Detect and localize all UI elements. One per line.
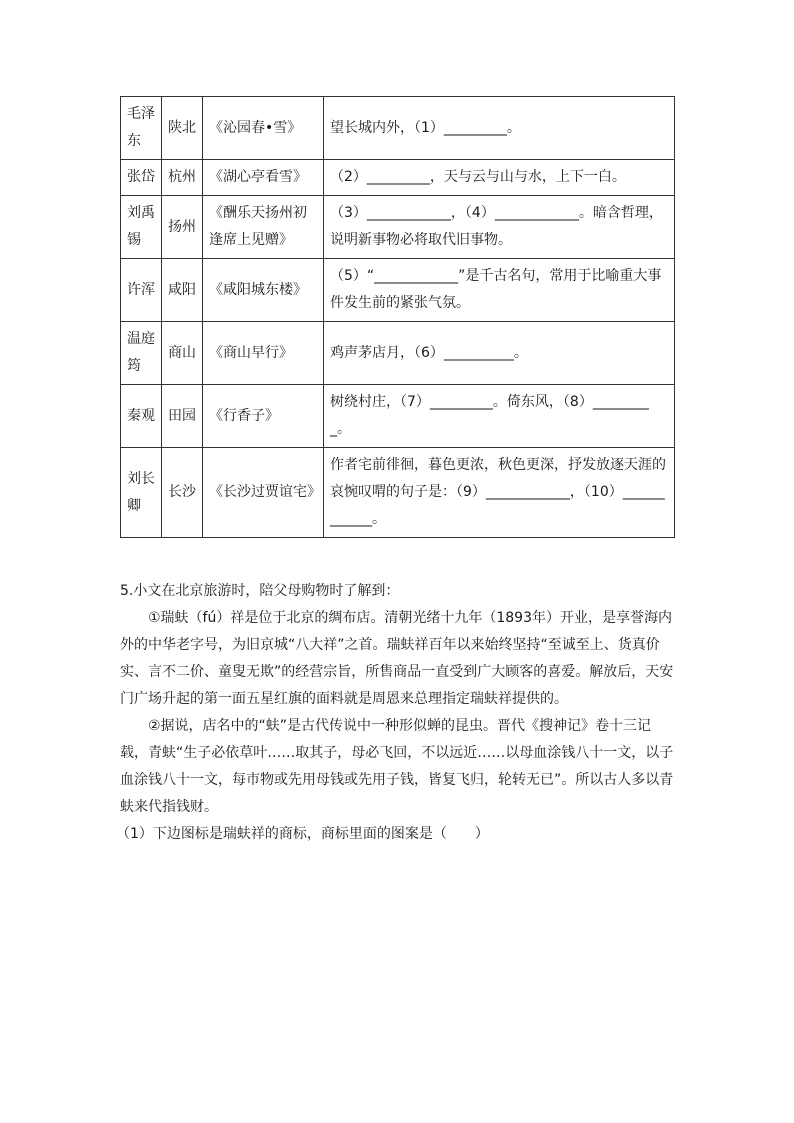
table-row (121, 322, 675, 385)
blank-cell: （3）____________，（4）____________。暗含哲理，说明新事物必将取代旧事物。 (324, 196, 675, 259)
poem-table (120, 96, 675, 538)
place-cell: 杭州 (162, 160, 203, 196)
author-cell: 刘禹锡 (121, 196, 162, 259)
table-row (121, 97, 675, 160)
author-cell: 秦观 (121, 385, 162, 448)
blank-cell: （2）_________，天与云与山与水，上下一白。 (324, 160, 675, 196)
author-cell: 刘长卿 (121, 448, 162, 538)
table-row (121, 448, 675, 538)
title-cell: 《商山早行》 (203, 322, 324, 385)
blank-cell: 树绕村庄，（7）_________。倚东风，（8）_________。 (324, 385, 675, 448)
place-cell: 扬州 (162, 196, 203, 259)
table-row (121, 160, 675, 196)
place-cell: 咸阳 (162, 259, 203, 322)
blank-cell: （5）“____________”是千古名句，常用于比喻重大事件发生前的紧张气氛。 (324, 259, 675, 322)
question-intro: 5.小文在北京旅游时，陪父母购物时了解到： (120, 583, 400, 599)
title-cell: 《湖心亭看雪》 (203, 160, 324, 196)
title-cell: 《长沙过贾谊宅》 (203, 448, 324, 538)
place-cell: 商山 (162, 322, 203, 385)
table-row (121, 385, 675, 448)
blank-cell: 望长城内外，（1）_________。 (324, 97, 675, 160)
blank-cell: 作者宅前徘徊，暮色更浓，秋色更深，抒发放逐天涯的哀惋叹喟的句子是：（9）____________，（10）____________。 (324, 448, 675, 538)
title-cell: 《咸阳城东楼》 (203, 259, 324, 322)
title-cell: 《沁园春•雪》 (203, 97, 324, 160)
place-cell: 长沙 (162, 448, 203, 538)
author-cell: 许浑 (121, 259, 162, 322)
question-5 (116, 578, 676, 848)
table-row (121, 196, 675, 259)
paragraph-1: ①瑞蚨（fú）祥是位于北京的绸布店。清朝光绪十九年（1893年）开业，是享誉海内外的中华老字号，为旧京城“八大祥”之首。瑞蚨祥百年以来始终坚持“至诚至上、货真价实、言不二价、童叟无欺”的经营宗旨，所售商品一直受到广大顾客的喜爱。解放后，天安门广场升起的第一面五星红旗的面料就是周恩来总理指定瑞蚨祥提供的。 (120, 610, 674, 707)
table-row (121, 259, 675, 322)
title-cell: 《酬乐天扬州初逢席上见赠》 (203, 196, 324, 259)
paragraph-2: ②据说，店名中的“蚨”是古代传说中一种形似蝉的昆虫。晋代《搜神记》卷十三记载，青蚨“生子必依草叶……取其子，母必飞回，不以远近……以母血涂钱八十一文，以子血涂钱八十一文，每市物或先用母钱或先用子钱，皆复飞归，轮转无已”。所以古人多以青蚨来代指钱财。 (120, 718, 674, 815)
title-cell: 《行香子》 (203, 385, 324, 448)
author-cell: 温庭筠 (121, 322, 162, 385)
author-cell: 毛泽东 (121, 97, 162, 160)
place-cell: 田园 (162, 385, 203, 448)
author-cell: 张岱 (121, 160, 162, 196)
sub-question-1: （1）下边图标是瑞蚨祥的商标，商标里面的图案是（ ） (116, 826, 489, 842)
blank-cell: 鸡声茅店月，（6）__________。 (324, 322, 675, 385)
place-cell: 陕北 (162, 97, 203, 160)
